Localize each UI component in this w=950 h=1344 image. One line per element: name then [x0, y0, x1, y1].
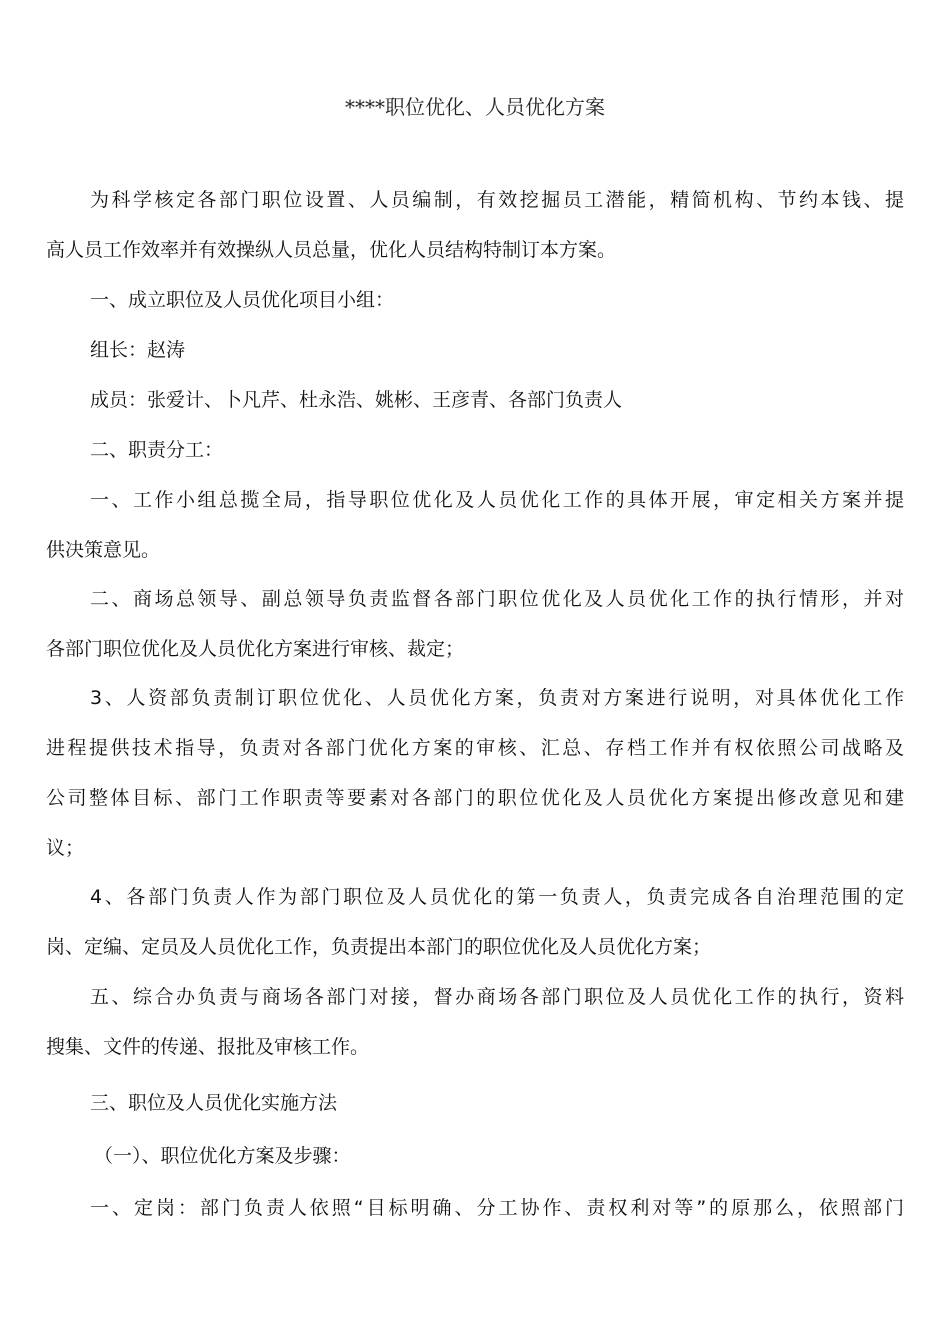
- paragraph-line: 3、人资部负责制订职位优化、人员优化方案，负责对方案进行说明，对具体优化工作: [90, 687, 904, 709]
- step-item-1: [46, 1183, 904, 1233]
- document-title: ****职位优化、人员优化方案: [345, 95, 605, 119]
- duty-item-3: [46, 673, 904, 873]
- subsection-heading-1: [46, 1131, 904, 1181]
- section-heading-1: [46, 275, 904, 325]
- paragraph-line: 公司整体目标、部门工作职责等要素对各部门的职位优化及人员优化方案提出修改意见和建: [46, 787, 904, 809]
- paragraph-line: 成员：张爱计、卜凡芹、杜永浩、姚彬、王彦青、各部门负责人: [90, 389, 623, 411]
- duty-item-2: [46, 574, 904, 674]
- paragraph-line: 三、职位及人员优化实施方法: [90, 1092, 338, 1114]
- paragraph-line: 五、综合办负责与商场各部门对接，督办商场各部门职位及人员优化工作的执行，资料: [90, 986, 904, 1008]
- paragraph-line: 二、职责分工：: [90, 439, 224, 461]
- paragraph-line: 各部门职位优化及人员优化方案进行审核、裁定；: [46, 638, 465, 660]
- paragraph-line: （一）、职位优化方案及步骤：: [94, 1145, 351, 1167]
- team-leader-line: [46, 325, 904, 375]
- paragraph-line: 一、成立职位及人员优化项目小组：: [90, 289, 395, 311]
- section-heading-2: [46, 425, 904, 475]
- paragraph-line: 进程提供技术指导，负责对各部门优化方案的审核、汇总、存档工作并有权依照公司战略及: [46, 737, 904, 759]
- paragraph-intro: [46, 175, 904, 275]
- paragraph-line: 供决策意见。: [46, 539, 161, 561]
- paragraph-line: 二、商场总领导、副总领导负责监督各部门职位优化及人员优化工作的执行情形，并对: [90, 588, 904, 610]
- paragraph-line: 一、工作小组总揽全局，指导职位优化及人员优化工作的具体开展，审定相关方案并提: [90, 489, 904, 511]
- paragraph-line: 为科学核定各部门职位设置、人员编制，有效挖掘员工潜能，精简机构、节约本钱、提: [90, 189, 904, 211]
- team-members-line: [46, 375, 904, 425]
- paragraph-line: 组长：赵涛: [90, 339, 186, 361]
- paragraph-line: 搜集、文件的传递、报批及审核工作。: [46, 1036, 370, 1058]
- paragraph-line: 议；: [46, 837, 85, 859]
- duty-item-4: [46, 872, 904, 972]
- paragraph-line: 4、各部门负责人作为部门职位及人员优化的第一负责人，负责完成各自治理范围的定: [90, 886, 904, 908]
- section-heading-3: [46, 1078, 904, 1128]
- duty-item-1: [46, 475, 904, 575]
- paragraph-line: 高人员工作效率并有效操纵人员总量，优化人员结构特制订本方案。: [46, 239, 617, 261]
- duty-item-5: [46, 972, 904, 1072]
- paragraph-line: 一、定岗：部门负责人依照“目标明确、分工协作、责权利对等”的原那么，依照部门: [90, 1197, 904, 1219]
- paragraph-line: 岗、定编、定员及人员优化工作，负责提出本部门的职位优化及人员优化方案；: [46, 936, 712, 958]
